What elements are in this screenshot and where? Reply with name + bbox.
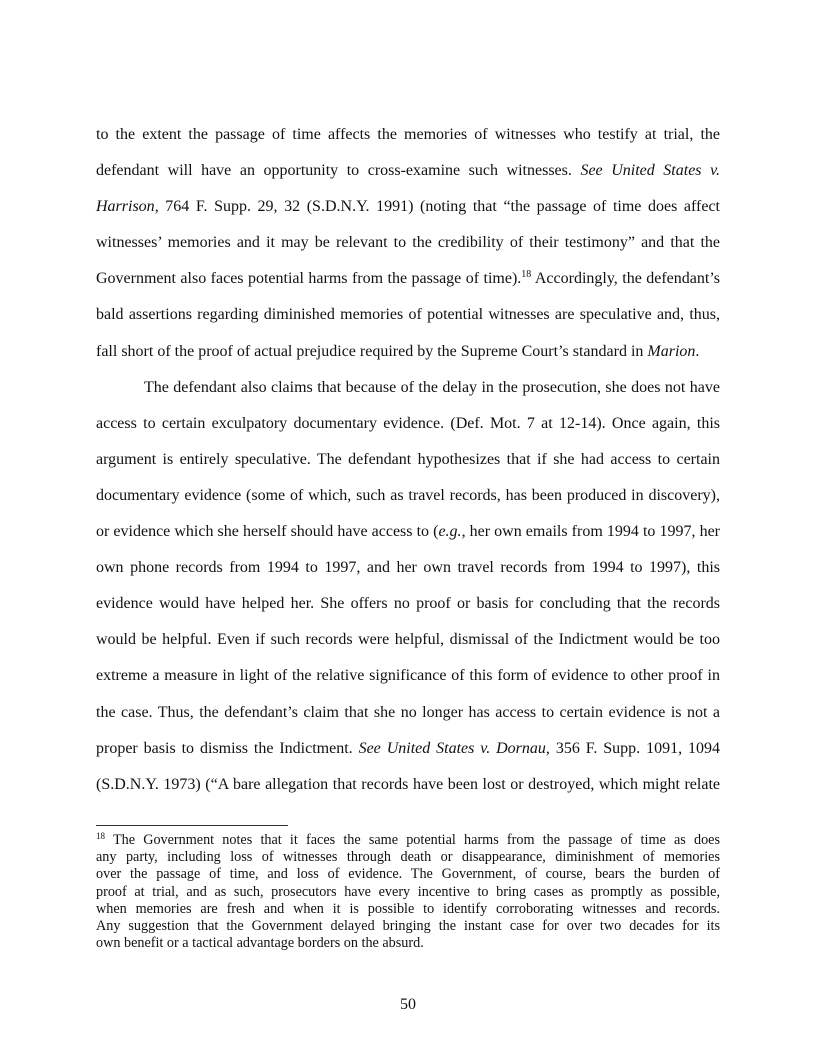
text-run: evidence would have helped her. She offers no proof or basis for concluding that the records	[96, 595, 720, 613]
text-run: (S.D.N.Y. 1973) (“A bare allegation that records have been lost or destroyed, which might relate	[96, 775, 720, 793]
text-run: extreme a measure in light of the relative significance of this form of evidence to other proof in	[96, 667, 720, 685]
text-run: proof at trial, and as such, prosecutors have every incentive to bring cases as promptly as possible,	[96, 883, 720, 900]
text-run: The Government notes that it faces the same potential harms from the passage of time as does	[105, 832, 720, 848]
text-run: documentary evidence (some of which, such as travel records, has been produced in discovery),	[96, 486, 720, 504]
text-run: the case. Thus, the defendant’s claim that she no longer has access to certain evidence is not a	[96, 703, 720, 721]
text-run: The defendant also claims that because of the delay in the prosecution, she does not have	[144, 378, 720, 396]
body-line	[96, 406, 720, 442]
text-run: , her own emails from 1994 to 1997, her	[461, 523, 720, 541]
body-line	[96, 297, 720, 333]
text-run: .	[695, 342, 700, 360]
text-run: Accordingly, the defendant’s	[531, 270, 720, 288]
body-line	[96, 153, 720, 189]
text-run: , 356 F. Supp. 1091, 1094	[545, 739, 721, 757]
footnote-marker: 18	[96, 831, 105, 841]
text-run: over the passage of time, and loss of evidence. The Government, of course, bears the burden of	[96, 866, 720, 883]
citation-italic: See United States v. Dornau	[358, 739, 546, 757]
footnote-line	[96, 884, 720, 901]
footnote-line	[96, 832, 720, 849]
body-line	[96, 658, 720, 694]
text-run: access to certain exculpatory documentary evidence. (Def. Mot. 7 at 12-14). Once again, this	[96, 414, 720, 432]
text-run: own phone records from 1994 to 1997, and her own travel records from 1994 to 1997), this	[96, 559, 720, 577]
body-line	[96, 189, 720, 225]
text-run: defendant will have an opportunity to cross-examine such witnesses.	[96, 162, 581, 180]
body-line	[96, 550, 720, 586]
footnote-line	[96, 849, 720, 866]
text-run: would be helpful. Even if such records were helpful, dismissal of the Indictment would be too	[96, 631, 720, 649]
footnote-line	[96, 901, 720, 918]
body-line	[96, 334, 720, 370]
body-line	[96, 117, 720, 153]
footnote-marker: 18	[521, 269, 532, 281]
text-run: to the extent the passage of time affects the memories of witnesses who testify at trial, the	[96, 126, 720, 143]
footnote-line	[96, 935, 720, 952]
footnote-line	[96, 866, 720, 883]
body-line	[96, 261, 720, 297]
body-line	[96, 731, 720, 767]
body-line	[96, 442, 720, 478]
body-line	[96, 767, 720, 803]
text-run: witnesses’ memories and it may be relevant to the credibility of their testimony” and that the	[96, 234, 720, 252]
text-run: fall short of the proof of actual prejudice required by the Supreme Court’s standard in	[96, 342, 648, 360]
text-run: bald assertions regarding diminished memories of potential witnesses are speculative and, thus,	[96, 306, 720, 324]
text-run: or evidence which she herself should have access to (	[96, 523, 439, 541]
footnote-line	[96, 918, 720, 935]
text-run: any party, including loss of witnesses through death or disappearance, diminishment of memories	[96, 849, 720, 866]
body-line	[96, 695, 720, 731]
page-number: 50	[400, 996, 416, 1013]
body-line	[96, 514, 720, 550]
citation-italic: See United States v.	[580, 162, 720, 180]
text-run: own benefit or a tactical advantage borders on the absurd.	[96, 935, 424, 952]
footnote-18	[96, 832, 720, 952]
text-run: proper basis to dismiss the Indictment.	[96, 739, 359, 757]
body-line	[96, 622, 720, 658]
citation-italic: Harrison	[96, 198, 155, 216]
footnote-divider	[96, 825, 288, 826]
body-line	[96, 225, 720, 261]
body-text	[96, 117, 720, 803]
text-run: when memories are fresh and when it is possible to identify corroborating witnesses and records.	[96, 900, 720, 917]
citation-italic: Marion	[647, 342, 696, 360]
body-line	[96, 370, 720, 406]
text-run: Government also faces potential harms from the passage of time).	[96, 270, 522, 288]
text-run: , 764 F. Supp. 29, 32 (S.D.N.Y. 1991) (noting that “the passage of time does affect	[154, 198, 720, 216]
text-run: argument is entirely speculative. The defendant hypothesizes that if she had access to certain	[96, 450, 720, 468]
citation-italic: e.g.	[438, 523, 462, 541]
text-run: Any suggestion that the Government delayed bringing the instant case for over two decades for its	[96, 917, 720, 934]
body-line	[96, 478, 720, 514]
body-line	[96, 586, 720, 622]
